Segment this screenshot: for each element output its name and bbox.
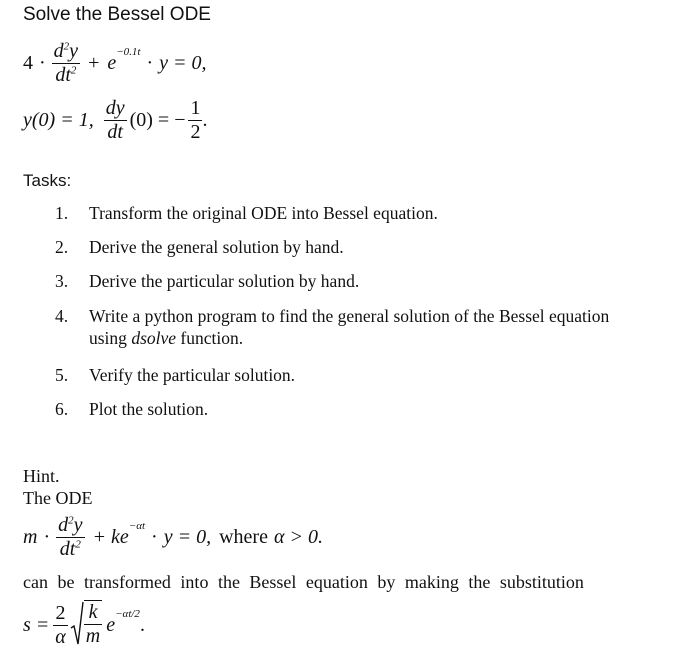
hint-m: m	[23, 525, 38, 548]
ic-period: .	[202, 108, 208, 131]
main-ode	[23, 36, 207, 90]
hint-where: where	[219, 525, 268, 548]
tasks-heading: Tasks:	[23, 171, 72, 190]
hint-cond: α > 0.	[273, 525, 323, 548]
task-item-6: 6. Plot the solution.	[55, 399, 209, 419]
sub-two-over-alpha: $\frac{2}{\alpha}$	[55, 602, 66, 648]
sqrt-sign	[70, 600, 84, 652]
ode-fraction: $\frac{d^2y}{dt^2}$	[53, 39, 79, 86]
substitution	[23, 598, 145, 653]
hint-ode-label: The ODE	[23, 488, 93, 508]
sqrt-radical-icon	[70, 600, 84, 646]
initial-conditions	[23, 93, 207, 147]
task-item-3: 3. Derive the particular solution by hand.	[55, 271, 360, 291]
hint-rhs: y = 0,	[163, 525, 212, 548]
ode-exp: $e^{-0.1t}$	[107, 45, 141, 74]
task-item-1: 1. Transform the original ODE into Bessel equation.	[55, 203, 438, 223]
ic-at0: (0) = −	[129, 108, 186, 131]
ode-plus: +	[88, 51, 100, 74]
hint-text: can be transformed into the Bessel equation by making the substitution	[23, 572, 584, 592]
ic-y0: y(0) = 1,	[23, 108, 94, 131]
ic-derivative: $\frac{dy}{dt}$	[105, 96, 125, 143]
hint-ode	[23, 511, 323, 563]
sub-k-over-m: $\frac{k}{m}$	[85, 601, 101, 647]
hint-dot: ·	[43, 525, 51, 548]
sub-period: .	[139, 614, 145, 636]
ode-dot2: ·	[146, 51, 154, 74]
task-item-5: 5. Verify the particular solution.	[55, 365, 296, 385]
sub-exp: $e^{-\alpha t/2}$	[106, 608, 140, 636]
sub-s-eq: s =	[23, 614, 50, 636]
hint-fraction: $\frac{d^2y}{dt^2}$	[58, 513, 83, 560]
ode-rhs: y = 0,	[159, 51, 207, 74]
hint-label: Hint.	[23, 466, 60, 486]
hint-exp: $e^{-\alpha t}$	[119, 519, 146, 548]
hint-dot2: ·	[151, 525, 158, 548]
ic-half: $\frac{1}{2}$	[190, 96, 201, 143]
hint-plus-k: + k	[92, 525, 120, 548]
ode-coef: 4	[23, 51, 33, 74]
task-item-4: 4. Write a python program to find the general solution of the Bessel equation using dsolve function.	[55, 306, 610, 348]
task-item-2: 2. Derive the general solution by hand.	[55, 237, 344, 257]
page-title: Solve the Bessel ODE	[23, 4, 211, 25]
ode-dot: ·	[39, 51, 46, 74]
